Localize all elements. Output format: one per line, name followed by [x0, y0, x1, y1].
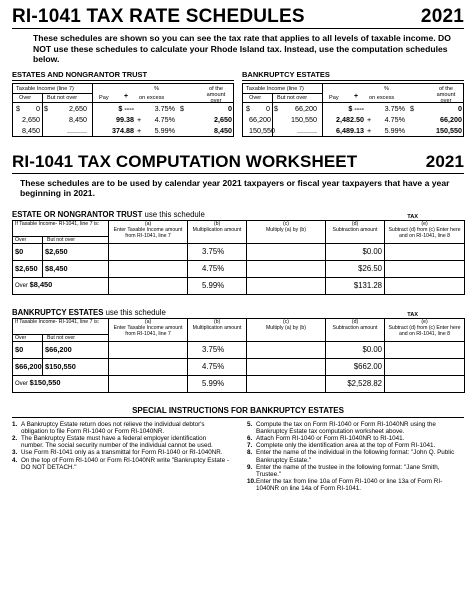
row-amount-over: 0	[228, 103, 232, 113]
worksheet-table	[12, 220, 465, 295]
worksheet-header	[12, 151, 464, 173]
row-not-over: 66,200	[295, 103, 317, 113]
table-row	[13, 375, 465, 392]
header-on-excess: on excess	[139, 94, 165, 101]
column-letter: (e)	[421, 220, 428, 227]
column-text: Multiplication amount	[192, 324, 242, 331]
schedule-row	[13, 114, 233, 125]
row-over: $0	[13, 341, 43, 358]
row-multiplication: 5.99%	[188, 277, 247, 294]
row-percent: 4.75%	[154, 114, 175, 124]
input-tax[interactable]	[385, 358, 465, 375]
title-rule	[12, 28, 464, 29]
row-prefix: Over	[15, 381, 30, 387]
instruction-item	[12, 449, 229, 456]
row-pay: $ ----	[118, 103, 134, 113]
column-header-d	[326, 318, 385, 341]
column-header-c	[247, 318, 326, 341]
page-title: RI-1041 TAX RATE SCHEDULES	[12, 6, 305, 27]
row-not-over: $2,650	[43, 243, 109, 260]
column-text: Subtraction amount	[332, 226, 378, 233]
worksheet-intro: These schedules are to be used by calendar year 2021 taxpayers or fiscal year taxpayers that have a year beginning in 2021.	[20, 177, 450, 198]
column-text: Subtract (d) from (c) Enter here and on RI-1041, line 8	[388, 324, 461, 337]
table-row	[13, 260, 465, 277]
row-percent: 5.99%	[154, 125, 175, 135]
instruction-text: Attach Form RI-1040 or Form RI-1040NR to RI-1041.	[256, 434, 405, 442]
row-over: 150,550	[249, 125, 275, 135]
column-intro: If Taxable Income- RI-1041, line 7 is:	[13, 318, 109, 334]
schedule-row	[243, 114, 463, 125]
column-letter: (a)	[144, 220, 152, 227]
row-plus: +	[367, 125, 372, 135]
instruction-text: Enter the tax from line 10a of Form RI-1040 or line 13a of Form RI-1040NR on line 14a of Form RI-1041.	[256, 478, 443, 493]
currency-symbol: $	[274, 103, 278, 113]
schedule-row	[243, 125, 463, 136]
row-over: $8,450	[29, 280, 53, 289]
header-not-over: But not over	[277, 94, 308, 101]
header-percent: %	[154, 85, 159, 92]
row-subtraction: $662.00	[326, 358, 385, 375]
instruction-text: Use Form RI-1041 only as a transmittal for Form RI-1040 or RI-1040NR.	[21, 449, 223, 457]
row-subtraction: $0.00	[326, 341, 385, 358]
tax-label: TAX	[407, 311, 418, 318]
row-plus: +	[367, 114, 372, 124]
worksheet-title-row	[12, 209, 464, 220]
estate-worksheet	[12, 209, 464, 295]
input-taxable-income[interactable]	[109, 358, 188, 375]
row-not-over: $150,550	[43, 358, 109, 375]
row-amount-over: 150,550	[436, 125, 462, 135]
currency-symbol: $	[246, 103, 250, 113]
worksheet-rule	[12, 173, 464, 174]
header-pay: Pay	[329, 94, 339, 101]
table-row	[13, 243, 465, 260]
schedule-row	[13, 125, 233, 136]
table-row	[13, 341, 465, 358]
input-taxable-income[interactable]	[109, 243, 188, 260]
column-text: Multiply (a) by (b)	[265, 226, 307, 233]
column-header-c	[247, 220, 326, 243]
column-header-e	[385, 220, 465, 243]
page-intro: These schedules are shown so you can see the tax rate that applies to all levels of taxable income. DO NOT use these schedules to calculate your Rhode Island tax. Instead, use the computation schedules below.	[33, 33, 451, 64]
currency-symbol: $	[44, 103, 48, 113]
schedule-row	[13, 103, 233, 114]
column-letter: (d)	[351, 318, 359, 325]
row-amount-over: 2,650	[214, 114, 232, 124]
divider	[243, 93, 322, 94]
row-percent: 3.75%	[384, 103, 405, 113]
currency-symbol: $	[180, 103, 184, 113]
column-text: Multiply (a) by (b)	[265, 324, 307, 331]
instruction-item	[247, 478, 464, 492]
row-subtraction: $131.28	[326, 277, 385, 294]
instructions	[12, 421, 464, 493]
instruction-text: Complete only the identification area at the top of Form RI-1041.	[256, 442, 436, 450]
instruction-item	[247, 449, 464, 463]
column-letter: (e)	[421, 318, 428, 325]
table-row	[13, 277, 465, 294]
row-amount-over: 0	[458, 103, 462, 113]
header-percent: %	[384, 85, 389, 92]
row-plus: +	[137, 125, 142, 135]
instruction-number: 2.	[12, 434, 18, 442]
instruction-text: A Bankruptcy Estate return does not relieve the individual debtor's obligation to file Form RI-1040 or Form RI-1040NR.	[21, 420, 205, 435]
row-over: 0	[36, 103, 40, 113]
input-taxable-income[interactable]	[109, 375, 188, 392]
schedule-title: BANKRUPTCY ESTATES	[242, 70, 464, 81]
row-over-range	[13, 277, 109, 294]
instruction-text: Enter the name of the individual in the following format: "John Q. Public Bankruptcy Estate."	[256, 449, 455, 464]
row-plus: +	[137, 114, 142, 124]
input-tax[interactable]	[385, 260, 465, 277]
column-text: Subtract (d) from (c) Enter here and on RI-1041, line 8	[388, 226, 461, 239]
row-over: $2,650	[13, 260, 43, 277]
row-pay: 99.38	[116, 114, 134, 124]
worksheet-table-title-rest: use this schedule	[103, 307, 166, 317]
column-header-a	[109, 220, 188, 243]
row-over-range	[13, 375, 109, 392]
currency-symbol: $	[410, 103, 414, 113]
header-over: Over	[249, 94, 262, 101]
input-tax[interactable]	[385, 277, 465, 294]
column-letter: (b)	[213, 318, 221, 325]
row-pay: 6,489.13	[336, 125, 364, 135]
input-taxable-income[interactable]	[109, 341, 188, 358]
instruction-number: 4.	[12, 456, 18, 464]
input-product[interactable]	[247, 277, 326, 294]
row-not-over: $66,200	[43, 341, 109, 358]
column-letter: (b)	[213, 220, 221, 227]
row-amount-over: 8,450	[214, 125, 232, 135]
column-letter: (a)	[144, 318, 152, 325]
row-over: 66,200	[249, 114, 271, 124]
row-over: $150,550	[29, 378, 61, 387]
instructions-right	[247, 421, 464, 493]
rate-schedule-estates	[12, 70, 234, 137]
input-product[interactable]	[247, 358, 326, 375]
instruction-number: 10.	[247, 478, 256, 486]
header-taxable-income: Taxable Income (line 7)	[246, 85, 304, 92]
not-over-label: But not over	[43, 236, 109, 243]
row-subtraction: $2,528.82	[326, 375, 385, 392]
input-taxable-income[interactable]	[109, 277, 188, 294]
worksheet-table-title-bold: ESTATE OR NONGRANTOR TRUST	[12, 209, 143, 219]
row-subtraction: $0.00	[326, 243, 385, 260]
column-header-b	[188, 318, 247, 341]
column-header-d	[326, 220, 385, 243]
row-subtraction: $26.50	[326, 260, 385, 277]
row-pay: $ ----	[348, 103, 364, 113]
instruction-text: Compute the tax on Form RI-1040 or Form RI-1040NR using the Bankruptcy Estate tax computation worksheet above.	[256, 420, 436, 435]
instruction-item	[247, 421, 464, 435]
row-not-over: 150,550	[291, 114, 317, 124]
instruction-item	[247, 435, 464, 442]
column-text: Subtraction amount	[332, 324, 378, 331]
instruction-number: 7.	[247, 442, 253, 450]
row-over: 2,650	[22, 114, 40, 124]
column-text: Enter Taxable Income amount from RI-1041, line 7	[113, 324, 183, 337]
header-of-the-amount-over: of the amount over	[436, 85, 456, 105]
row-over: 8,450	[22, 125, 40, 135]
instruction-item	[12, 435, 229, 449]
not-over-label: But not over	[43, 334, 109, 341]
schedule-row	[243, 103, 463, 114]
row-multiplication: 3.75%	[188, 243, 247, 260]
input-tax[interactable]	[385, 243, 465, 260]
instruction-text: On the top of Form RI-1040 or Form RI-1040NR write "Bankruptcy Estate - DO NOT DETACH."	[21, 456, 230, 471]
header-pay: Pay	[99, 94, 109, 101]
instruction-number: 5.	[247, 420, 253, 428]
instruction-item	[247, 464, 464, 478]
input-taxable-income[interactable]	[109, 260, 188, 277]
worksheet-title: RI-1041 TAX COMPUTATION WORKSHEET	[12, 151, 358, 171]
row-multiplication: 4.75%	[188, 358, 247, 375]
worksheet-table-title	[12, 210, 205, 220]
row-multiplication: 3.75%	[188, 341, 247, 358]
worksheet-title-row	[12, 307, 464, 318]
header-plus: +	[354, 92, 359, 100]
page-header	[12, 6, 464, 28]
column-text: Multiplication amount	[192, 226, 242, 233]
input-tax[interactable]	[385, 375, 465, 392]
column-letter: (c)	[282, 220, 290, 227]
header-row	[13, 318, 465, 334]
row-multiplication: 4.75%	[188, 260, 247, 277]
row-over: $0	[13, 243, 43, 260]
column-text: Enter Taxable Income amount from RI-1041, line 7	[113, 226, 183, 239]
schedule-box	[12, 83, 234, 137]
instruction-item	[247, 442, 464, 449]
column-header-b	[188, 220, 247, 243]
row-over: 0	[266, 103, 270, 113]
tax-label: TAX	[407, 213, 418, 220]
row-amount-over: 66,200	[440, 114, 462, 124]
input-tax[interactable]	[385, 341, 465, 358]
input-product[interactable]	[247, 260, 326, 277]
worksheet-year: 2021	[425, 151, 464, 171]
header-on-excess: on excess	[369, 94, 395, 101]
row-prefix: Over	[15, 283, 30, 289]
row-not-over: 8,450	[69, 114, 87, 124]
input-product[interactable]	[247, 375, 326, 392]
instructions-title: SPECIAL INSTRUCTIONS FOR BANKRUPTCY ESTATES	[132, 405, 344, 415]
rate-schedule-bankruptcy	[242, 70, 464, 137]
column-header-e	[385, 318, 465, 341]
instruction-text: The Bankruptcy Estate must have a federal employer identification number. The social security number of the individual cannot be used.	[21, 434, 213, 450]
row-percent: 3.75%	[154, 103, 175, 113]
rate-schedules	[12, 70, 464, 137]
header-of-the-amount-over: of the amount over	[206, 85, 226, 105]
divider	[13, 93, 92, 94]
instruction-text: Enter the name of the trustee in the following format: "Jane Smith, Trustee."	[256, 463, 440, 478]
row-over: $66,200	[13, 358, 43, 375]
row-percent: 4.75%	[384, 114, 405, 124]
row-not-over: ..........	[297, 125, 317, 135]
instruction-number: 9.	[247, 463, 253, 471]
instructions-left	[12, 421, 229, 493]
column-letter: (c)	[282, 318, 290, 325]
input-product[interactable]	[247, 341, 326, 358]
worksheet-table	[12, 318, 465, 393]
row-not-over: $8,450	[43, 260, 109, 277]
instructions-rule	[12, 417, 464, 418]
header-plus: +	[124, 92, 129, 100]
worksheet-table-title	[12, 308, 166, 318]
instruction-number: 1.	[12, 420, 18, 428]
instruction-number: 3.	[12, 449, 18, 457]
row-pay: 2,482.50	[336, 114, 364, 124]
schedule-box	[242, 83, 464, 137]
instruction-number: 8.	[247, 449, 253, 457]
worksheet-table-title-rest: use this schedule	[142, 209, 205, 219]
header-not-over: But not over	[47, 94, 78, 101]
header-row	[13, 220, 465, 236]
row-not-over: ..........	[67, 125, 87, 135]
row-pay: 374.88	[112, 125, 134, 135]
column-header-a	[109, 318, 188, 341]
header-over: Over	[19, 94, 32, 101]
over-label: Over	[13, 334, 43, 341]
column-intro: If Taxable Income- RI-1041, line 7 is:	[13, 220, 109, 236]
row-multiplication: 5.99%	[188, 375, 247, 392]
table-row	[13, 358, 465, 375]
instruction-item	[12, 421, 229, 435]
instruction-number: 6.	[247, 434, 253, 442]
column-letter: (d)	[351, 220, 359, 227]
input-product[interactable]	[247, 243, 326, 260]
page-year: 2021	[420, 6, 464, 27]
header-taxable-income: Taxable Income (line 7)	[16, 85, 74, 92]
over-label: Over	[13, 236, 43, 243]
row-percent: 5.99%	[384, 125, 405, 135]
schedule-title: ESTATES AND NONGRANTOR TRUST	[12, 70, 234, 81]
bankruptcy-worksheet	[12, 307, 464, 393]
worksheet-table-title-bold: BANKRUPTCY ESTATES	[12, 307, 104, 317]
instruction-item	[12, 457, 229, 471]
row-not-over: 2,650	[69, 103, 87, 113]
currency-symbol: $	[16, 103, 20, 113]
